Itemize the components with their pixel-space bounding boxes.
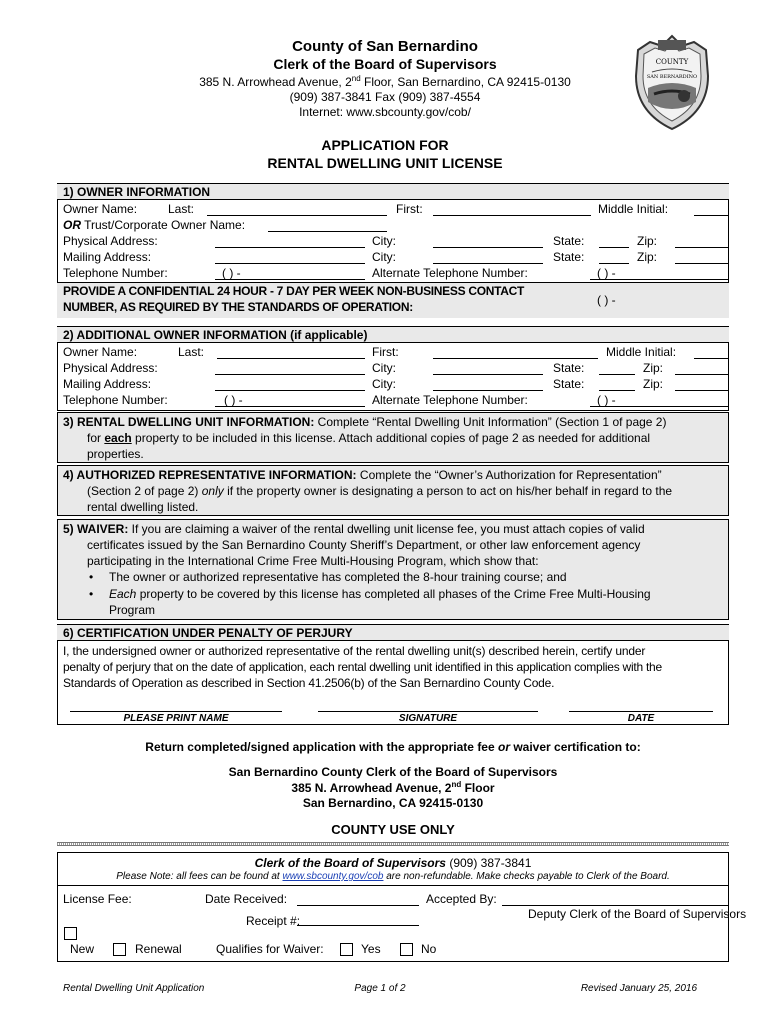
physical-address-label: Physical Address: <box>63 234 158 248</box>
add-owner-middle-field[interactable] <box>694 358 729 359</box>
section-4-line1: 4) AUTHORIZED REPRESENTATIVE INFORMATION: Complete the “Owner’s Authorization for Representation” <box>63 468 662 482</box>
add-mailing-city-field[interactable] <box>433 390 543 391</box>
form-title-line1: APPLICATION FOR <box>321 137 449 153</box>
middle-initial-label: Middle Initial: <box>598 202 669 216</box>
owner-first-field[interactable] <box>433 215 591 216</box>
last-label-2: Last: <box>178 345 205 359</box>
date-field[interactable] <box>569 711 713 712</box>
first-label-2: First: <box>372 345 399 359</box>
header-address: 385 N. Arrowhead Avenue, 2nd Floor, San Bernardino, CA 92415-0130 <box>199 74 571 89</box>
city-label: City: <box>372 250 396 264</box>
add-telephone-field[interactable]: ( ) - <box>224 393 243 407</box>
section-4-line3: rental dwelling listed. <box>87 500 199 514</box>
renewal-label: Renewal <box>135 942 182 956</box>
county-use-heading: COUNTY USE ONLY <box>331 822 455 837</box>
city-label-2: City: <box>372 377 396 391</box>
physical-address-label-2: Physical Address: <box>63 361 158 375</box>
form-title-line2: RENTAL DWELLING UNIT LICENSE <box>267 155 503 171</box>
add-mailing-state-field[interactable] <box>599 390 635 391</box>
footer-form-name: Rental Dwelling Unit Application <box>63 983 205 994</box>
add-physical-zip-field[interactable] <box>675 374 729 375</box>
owner-name-label: Owner Name: <box>63 202 138 216</box>
section-2-heading: 2) ADDITIONAL OWNER INFORMATION (if applicable) <box>57 326 729 343</box>
add-physical-city-field[interactable] <box>433 374 543 375</box>
mailing-zip-field[interactable] <box>675 263 729 264</box>
trust-label: OR Trust/Corporate Owner Name: <box>63 218 246 232</box>
waiver-no-label: No <box>421 942 437 956</box>
fees-note: Please Note: all fees can be found at www.sbcounty.gov/cob are non-refundable. Make checks payable to Clerk of the Board. <box>116 871 670 882</box>
return-address-line1: San Bernardino County Clerk of the Board of Supervisors <box>228 765 558 779</box>
bullet-icon: • <box>89 570 94 584</box>
mailing-address-field[interactable] <box>215 263 365 264</box>
section-3-line2: for each property to be included in this license. Attach additional copies of page 2 as needed for additional <box>87 431 651 445</box>
fees-link[interactable]: www.sbcounty.gov/cob <box>282 871 384 882</box>
header-internet: Internet: www.sbcounty.gov/cob/ <box>299 105 471 119</box>
section-5-line2: certificates issued by the San Bernardino County Sheriff’s Department, or other law enforcement agency <box>87 538 641 552</box>
accepted-by-label: Accepted By: <box>426 892 497 906</box>
alt-phone-label: Alternate Telephone Number: <box>372 266 528 280</box>
license-fee-checkbox[interactable] <box>64 925 77 943</box>
last-label: Last: <box>168 202 195 216</box>
signature-field[interactable] <box>318 711 538 712</box>
section-5-bullet2: Each property to be covered by this license has completed all phases of the Crime Free Multi-Housing <box>109 587 651 601</box>
section-5-line1: 5) WAIVER: If you are claiming a waiver of the rental dwelling unit license fee, you must attach copies of valid <box>63 522 645 536</box>
county-use-rule <box>57 885 729 886</box>
add-owner-first-field[interactable] <box>433 358 598 359</box>
city-label: City: <box>372 234 396 248</box>
mailing-state-field[interactable] <box>599 263 629 264</box>
waiver-no-checkbox[interactable] <box>400 941 413 959</box>
seal-text-top: COUNTY <box>655 58 689 66</box>
add-physical-state-field[interactable] <box>599 374 635 375</box>
alt-phone-field[interactable]: ( ) - <box>597 266 616 280</box>
state-label: State: <box>553 250 585 264</box>
add-telephone-underline <box>215 406 365 407</box>
city-label-2: City: <box>372 361 396 375</box>
owner-name-label-2: Owner Name: <box>63 345 138 359</box>
return-address-line3: San Bernardino, CA 92415-0130 <box>302 796 484 810</box>
alt-phone-underline <box>590 279 729 280</box>
seal-text-bottom: SAN BERNARDINO <box>646 74 698 80</box>
license-fee-label: License Fee: <box>63 892 132 906</box>
add-mailing-address-field[interactable] <box>215 390 365 391</box>
section-3-line3: properties. <box>87 447 144 461</box>
section-5-line3: participating in the International Crime Free Multi-Housing Program, which show that: <box>87 554 539 568</box>
bullet-icon: • <box>89 587 94 601</box>
state-label-2: State: <box>553 361 585 375</box>
physical-address-field[interactable] <box>215 247 365 248</box>
section-5-bullet1: The owner or authorized representative has completed the 8-hour training course; and <box>109 570 567 584</box>
section-3-line1: 3) RENTAL DWELLING UNIT INFORMATION: Complete “Rental Dwelling Unit Information” (Section 1 of page 2) <box>63 415 667 429</box>
physical-city-field[interactable] <box>433 247 543 248</box>
signature-label: SIGNATURE <box>398 713 458 724</box>
contact-phone-field[interactable]: ( ) - <box>597 293 616 307</box>
owner-last-field[interactable] <box>207 215 387 216</box>
print-name-field[interactable] <box>70 711 282 712</box>
add-mailing-zip-field[interactable] <box>675 390 729 391</box>
section-5-bullet2-cont: Program <box>109 603 156 617</box>
receipt-field[interactable] <box>297 925 419 926</box>
receipt-label: Receipt #: <box>246 914 301 928</box>
mailing-address-label: Mailing Address: <box>63 250 152 264</box>
zip-label: Zip: <box>637 234 658 248</box>
waiver-yes-checkbox[interactable] <box>340 941 353 959</box>
section-4-line2: (Section 2 of page 2) only if the property owner is designating a person to act on his/her behalf in regard to the <box>87 484 673 498</box>
new-label: New <box>70 942 95 956</box>
contact-line2: NUMBER, AS REQUIRED BY THE STANDARDS OF OPERATION: <box>63 300 413 314</box>
deputy-clerk-label: Deputy Clerk of the Board of Supervisors <box>528 907 747 921</box>
add-owner-last-field[interactable] <box>217 358 365 359</box>
mailing-city-field[interactable] <box>433 263 543 264</box>
physical-state-field[interactable] <box>599 247 629 248</box>
footer-page-number: Page 1 of 2 <box>354 983 406 994</box>
state-label-2: State: <box>553 377 585 391</box>
add-alt-phone-field[interactable]: ( ) - <box>597 393 616 407</box>
section-1-heading: 1) OWNER INFORMATION <box>57 183 729 200</box>
certification-line3: Standards of Operation as described in Section 41.2506(b) of the San Bernardino County Code. <box>63 676 555 690</box>
middle-initial-label-2: Middle Initial: <box>606 345 677 359</box>
trust-name-field[interactable] <box>268 231 387 232</box>
cob-contact: Clerk of the Board of Supervisors (909) 387-3841 <box>254 856 532 870</box>
contact-line1: PROVIDE A CONFIDENTIAL 24 HOUR - 7 DAY PER WEEK NON-BUSINESS CONTACT <box>63 284 524 298</box>
date-label: DATE <box>627 713 655 724</box>
zip-label: Zip: <box>637 250 658 264</box>
county-seal <box>628 32 716 132</box>
date-received-label: Date Received: <box>205 892 288 906</box>
certification-line1: I, the undersigned owner or authorized representative of the rental dwelling unit(s) described herein, certify under <box>63 644 646 658</box>
telephone-underline <box>215 279 365 280</box>
physical-zip-field[interactable] <box>675 247 729 248</box>
section-6-heading: 6) CERTIFICATION UNDER PENALTY OF PERJURY <box>57 624 729 641</box>
first-label: First: <box>396 202 423 216</box>
zip-label-2: Zip: <box>643 377 664 391</box>
county-title: County of San Bernardino <box>292 38 478 55</box>
qualifies-waiver-label: Qualifies for Waiver: <box>216 942 324 956</box>
owner-middle-field[interactable] <box>694 215 729 216</box>
telephone-label-2: Telephone Number: <box>63 393 168 407</box>
return-instructions: Return completed/signed application with the appropriate fee or waiver certification to: <box>145 740 641 754</box>
alt-phone-label-2: Alternate Telephone Number: <box>372 393 528 407</box>
zip-label-2: Zip: <box>643 361 664 375</box>
mailing-address-label-2: Mailing Address: <box>63 377 152 391</box>
telephone-field[interactable]: ( ) - <box>222 266 241 280</box>
header-phone-fax: (909) 387-3841 Fax (909) 387-4554 <box>289 90 481 104</box>
return-address-line2: 385 N. Arrowhead Avenue, 2nd Floor <box>291 780 495 795</box>
waiver-yes-label: Yes <box>361 942 381 956</box>
print-name-label: PLEASE PRINT NAME <box>123 713 229 724</box>
certification-line2: penalty of perjury that on the date of application, each rental dwelling unit identified in this application complies with the <box>63 660 662 674</box>
state-label: State: <box>553 234 585 248</box>
footer-revised-date: Revised January 25, 2016 <box>580 983 697 994</box>
office-title: Clerk of the Board of Supervisors <box>273 56 497 72</box>
add-alt-phone-underline <box>590 406 729 407</box>
telephone-label: Telephone Number: <box>63 266 168 280</box>
date-received-field[interactable] <box>297 905 419 906</box>
add-physical-address-field[interactable] <box>215 374 365 375</box>
accepted-by-field[interactable] <box>502 905 729 906</box>
county-use-divider <box>57 842 729 846</box>
renewal-checkbox[interactable] <box>113 941 126 959</box>
